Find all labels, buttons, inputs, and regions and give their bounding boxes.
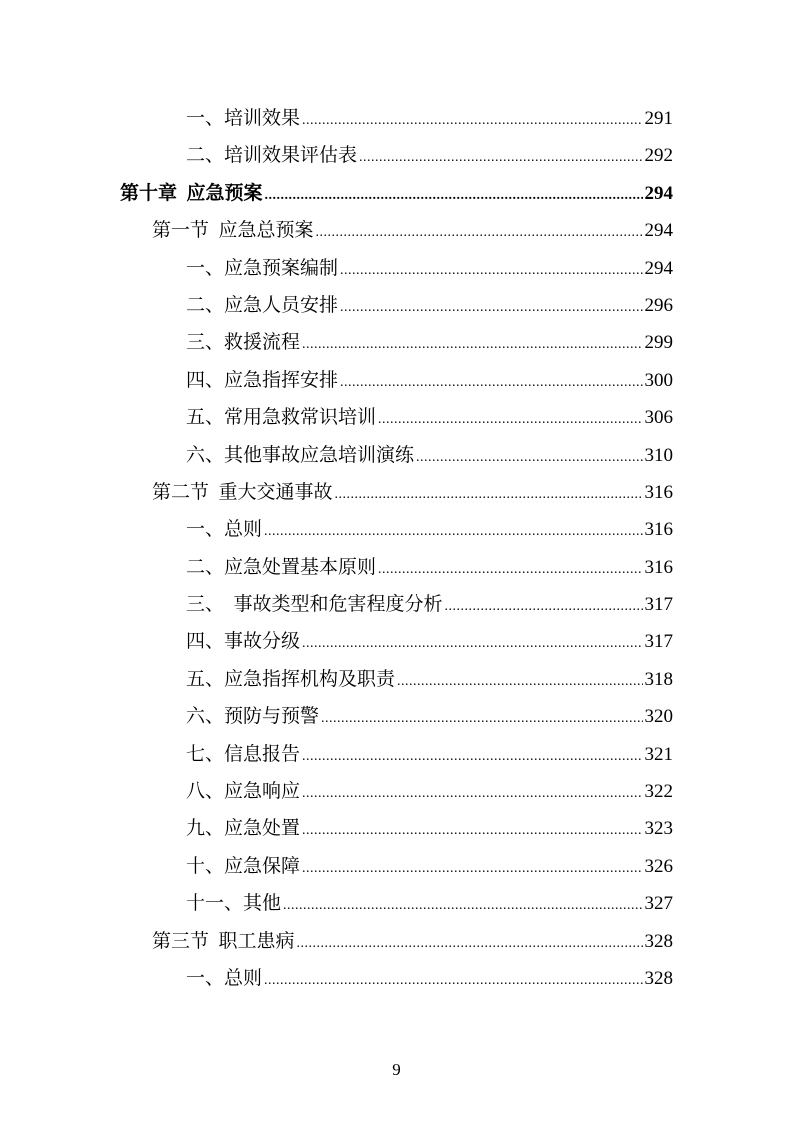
toc-entry-title: 六、其他事故应急培训演练 xyxy=(186,444,415,466)
dot-leader xyxy=(378,401,642,438)
toc-section[interactable] xyxy=(0,923,793,960)
dot-leader xyxy=(359,139,642,176)
dot-leader xyxy=(340,364,642,401)
toc-item[interactable] xyxy=(0,960,793,997)
toc-item[interactable] xyxy=(0,287,793,324)
toc-entry-page: 300 xyxy=(644,369,673,391)
toc-entry-title: 三、救援流程 xyxy=(186,332,301,354)
toc-entry-title: 二、应急处置基本原则 xyxy=(186,556,377,578)
toc-entry-title: 第二节 重大交通事故 xyxy=(152,481,333,503)
toc-item[interactable] xyxy=(0,586,793,623)
dot-leader xyxy=(416,439,642,476)
toc-item[interactable] xyxy=(0,848,793,885)
toc-entry-title: 二、应急人员安排 xyxy=(186,294,339,316)
toc-entry-page: 316 xyxy=(644,481,673,503)
table-of-contents xyxy=(0,100,793,997)
toc-entry-page: 320 xyxy=(644,706,673,728)
toc-item[interactable] xyxy=(0,736,793,773)
toc-chapter[interactable] xyxy=(0,175,793,212)
toc-entry-title: 三、 事故类型和危害程度分析 xyxy=(186,594,443,616)
toc-item[interactable] xyxy=(0,250,793,287)
toc-entry-title: 第三节 职工患病 xyxy=(152,930,295,952)
toc-entry-page: 317 xyxy=(644,594,673,616)
toc-item[interactable] xyxy=(0,661,793,698)
toc-entry-page: 299 xyxy=(644,332,673,354)
dot-leader xyxy=(302,102,642,139)
toc-entry-page: 328 xyxy=(644,967,673,989)
toc-entry-page: 323 xyxy=(644,818,673,840)
dot-leader xyxy=(335,476,643,513)
toc-entry-page: 306 xyxy=(644,407,673,429)
toc-entry-page: 318 xyxy=(644,668,673,690)
toc-entry-title: 五、应急指挥机构及职责 xyxy=(186,668,396,690)
toc-entry-title: 八、应急响应 xyxy=(186,781,301,803)
toc-entry-page: 328 xyxy=(644,930,673,952)
dot-leader xyxy=(302,326,642,363)
toc-item[interactable] xyxy=(0,698,793,735)
toc-item[interactable] xyxy=(0,623,793,660)
page-number: 9 xyxy=(392,1060,401,1079)
toc-entry-page: 294 xyxy=(644,257,673,279)
toc-entry-title: 第一节 应急总预案 xyxy=(152,220,314,242)
dot-leader xyxy=(340,289,642,326)
toc-item[interactable] xyxy=(0,885,793,922)
toc-entry-title: 七、信息报告 xyxy=(186,743,301,765)
toc-entry-page: 292 xyxy=(644,145,673,167)
dot-leader xyxy=(265,177,643,214)
toc-item[interactable] xyxy=(0,773,793,810)
dot-leader xyxy=(445,588,643,625)
dot-leader xyxy=(321,700,642,737)
toc-section[interactable] xyxy=(0,474,793,511)
toc-entry-title: 第十章 应急预案 xyxy=(120,182,263,204)
dot-leader xyxy=(397,663,642,700)
toc-item[interactable] xyxy=(0,324,793,361)
dot-leader xyxy=(378,551,642,588)
dot-leader xyxy=(302,850,642,887)
toc-entry-title: 一、总则 xyxy=(186,519,263,541)
toc-entry-page: 317 xyxy=(644,631,673,653)
toc-entry-title: 四、应急指挥安排 xyxy=(186,369,339,391)
dot-leader xyxy=(302,625,642,662)
toc-entry-page: 294 xyxy=(644,220,673,242)
toc-entry-title: 四、事故分级 xyxy=(186,631,301,653)
toc-entry-page: 322 xyxy=(644,781,673,803)
dot-leader xyxy=(302,812,642,849)
toc-entry-title: 五、常用急救常识培训 xyxy=(186,407,377,429)
toc-item[interactable] xyxy=(0,511,793,548)
toc-entry-page: 310 xyxy=(644,444,673,466)
toc-entry-page: 327 xyxy=(644,893,673,915)
dot-leader xyxy=(302,775,642,812)
toc-item[interactable] xyxy=(0,549,793,586)
toc-entry-title: 一、培训效果 xyxy=(186,108,301,129)
dot-leader xyxy=(297,925,643,962)
toc-item[interactable] xyxy=(0,100,793,137)
toc-entry-title: 六、预防与预警 xyxy=(186,706,320,728)
toc-item[interactable] xyxy=(0,362,793,399)
toc-entry-title: 二、培训效果评估表 xyxy=(186,145,358,167)
toc-entry-title: 一、总则 xyxy=(186,967,263,989)
dot-leader xyxy=(316,214,643,251)
toc-entry-page: 321 xyxy=(644,743,673,765)
toc-entry-title: 十一、其他 xyxy=(186,893,282,915)
toc-item[interactable] xyxy=(0,137,793,174)
dot-leader xyxy=(302,738,642,775)
toc-entry-title: 十、应急保障 xyxy=(186,855,301,877)
toc-entry-page: 326 xyxy=(644,855,673,877)
toc-entry-page: 296 xyxy=(644,294,673,316)
toc-entry-page: 316 xyxy=(644,556,673,578)
dot-leader xyxy=(264,513,642,550)
toc-item[interactable] xyxy=(0,437,793,474)
dot-leader xyxy=(340,252,642,289)
toc-entry-page: 291 xyxy=(644,108,673,129)
toc-entry-page: 316 xyxy=(644,519,673,541)
toc-entry-title: 一、应急预案编制 xyxy=(186,257,339,279)
dot-leader xyxy=(283,887,642,924)
dot-leader xyxy=(264,962,642,999)
toc-entry-title: 九、应急处置 xyxy=(186,818,301,840)
toc-item[interactable] xyxy=(0,399,793,436)
toc-entry-page: 294 xyxy=(644,182,673,204)
toc-item[interactable] xyxy=(0,810,793,847)
toc-section[interactable] xyxy=(0,212,793,249)
